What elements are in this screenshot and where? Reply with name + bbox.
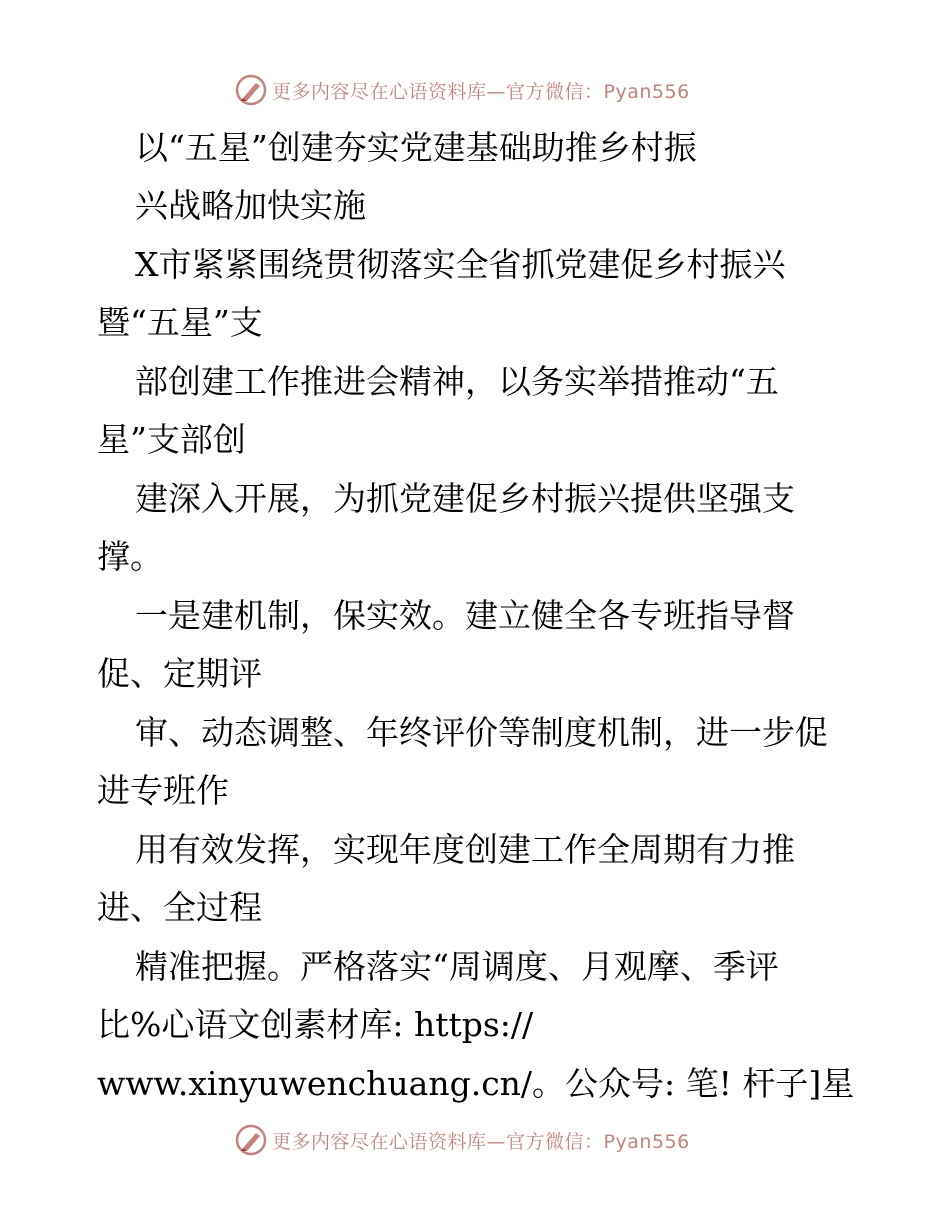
pen-logo-icon xyxy=(234,1123,268,1157)
paragraph-line: 建深入开展，为抓党建促乡村振兴提供坚强支 xyxy=(135,479,795,518)
paragraph-line: 部创建工作推进会精神，以务实举措推动“五 xyxy=(135,362,779,401)
paragraph-line: 星”支部创 xyxy=(97,420,246,459)
paragraph-line: 审、动态调整、年终评价等制度机制，进一步促 xyxy=(135,713,828,752)
paragraph-line: X市紧紧围绕贯彻落实全省抓党建促乡村振兴 xyxy=(135,245,786,284)
paragraph-line: 以“五星”创建夯实党建基础助推乡村振 xyxy=(135,128,697,167)
paragraph-line: www.xinyuwenchuang.cn/。公众号: 笔! 杆子]星 xyxy=(97,1064,855,1103)
paragraph-line: 精准把握。严格落实“周调度、月观摩、季评 xyxy=(135,947,779,986)
paragraph-line: 一是建机制，保实效。建立健全各专班指导督 xyxy=(135,596,795,635)
paragraph-line: 进专班作 xyxy=(97,771,229,810)
paragraph-line: 促、定期评 xyxy=(97,654,262,693)
footer-watermark-text: 更多内容尽在心语资料库—官方微信：Pyan556 xyxy=(272,1130,690,1153)
paragraph-line: 进、全过程 xyxy=(97,888,262,927)
header-watermark-text: 更多内容尽在心语资料库—官方微信：Pyan556 xyxy=(272,80,690,103)
paragraph-line: 比%心语文创素材库: https:// xyxy=(97,1005,534,1044)
paragraph-line: 撑。 xyxy=(97,537,163,576)
footer-watermark-banner xyxy=(234,1122,690,1158)
paragraph-line: 暨“五星”支 xyxy=(97,303,263,342)
paragraph-line: 用有效发挥，实现年度创建工作全周期有力推 xyxy=(135,830,795,869)
paragraph-line: 兴战略加快实施 xyxy=(135,186,366,225)
